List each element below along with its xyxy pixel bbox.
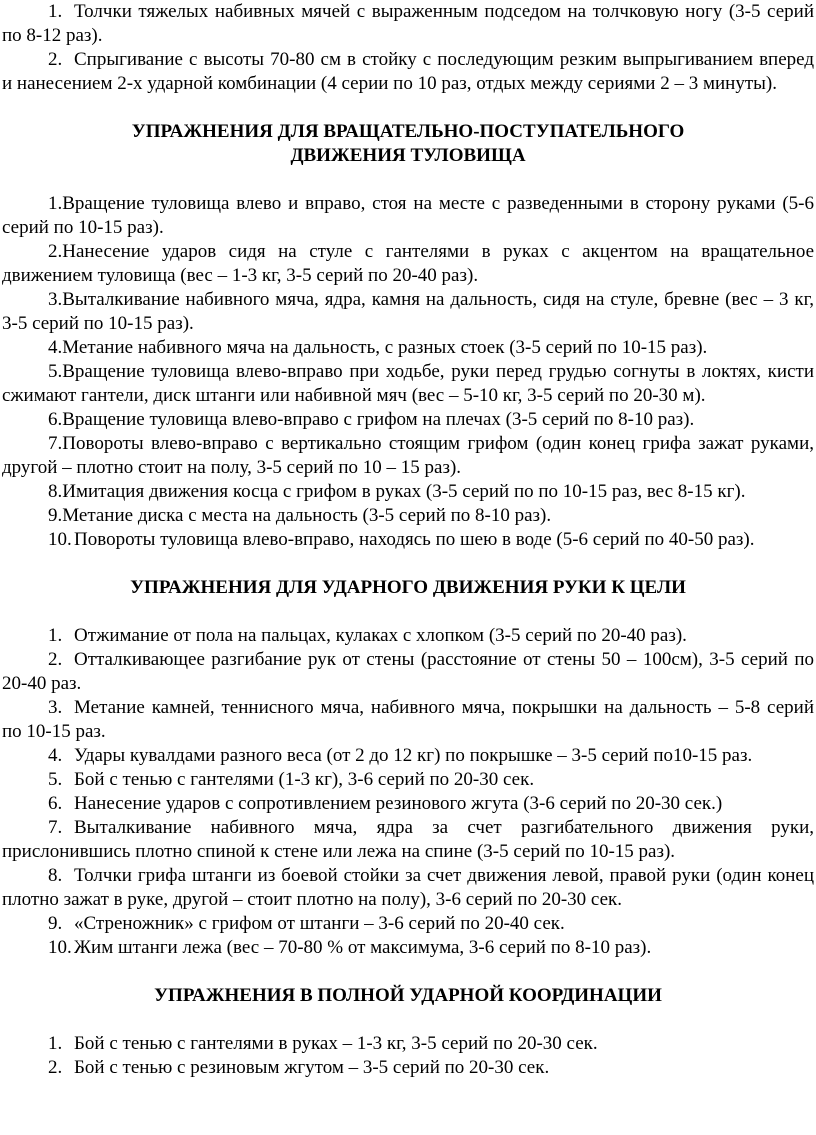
list-item — [2, 768, 814, 792]
item-number: 6. — [48, 409, 63, 430]
item-number: 6. — [48, 793, 63, 814]
item-text: Имитация движения косца с грифом в руках (3-5 серий по по 10-15 раз, вес 8-15 кг). — [62, 481, 746, 502]
item-number: 1. — [48, 1033, 63, 1054]
item-number: 9. — [48, 913, 63, 934]
list-item — [2, 864, 814, 912]
list-item — [2, 288, 814, 336]
item-number: 3. — [48, 697, 63, 718]
item-text: Повороты влево-вправо с вертикально стоящим грифом (один конец грифа зажат руками, другой – плотно стоит на полу, 3-5 серий по 10 – 15 раз). — [2, 433, 814, 478]
item-text: Бой с тенью с гантелями (1-3 кг), 3-6 серий по 20-30 сек. — [74, 769, 535, 790]
item-number: 10. — [48, 937, 72, 958]
item-number: 5. — [48, 361, 63, 382]
list-item — [2, 792, 814, 816]
item-number: 9. — [48, 505, 63, 526]
item-text: Вращение туловища влево и вправо, стоя на месте с разведенными в сторону руками (5-6 серий по 10-15 раз). — [2, 193, 814, 238]
list-item — [2, 936, 814, 960]
section-heading: УПРАЖНЕНИЯ ДЛЯ ВРАЩАТЕЛЬНО-ПОСТУПАТЕЛЬНОГО — [131, 121, 685, 142]
list-item — [2, 192, 814, 240]
item-text: Выталкивание набивного мяча, ядра, камня на дальность, сидя на стуле, бревне (вес – 3 кг, 3-5 серий по 10-15 раз). — [2, 289, 814, 334]
item-number: 2. — [48, 49, 63, 70]
item-number: 8. — [48, 481, 63, 502]
item-text: Спрыгивание с высоты 70-80 см в стойку с последующим резким выпрыгиванием вперед и нанесением 2-х ударной комбинации (4 серии по 10 раз, отдых между сериями 2 – 3 минуты). — [2, 49, 814, 94]
section-heading: УПРАЖНЕНИЯ В ПОЛНОЙ УДАРНОЙ КООРДИНАЦИИ — [154, 985, 662, 1006]
list-item — [2, 816, 814, 864]
section-heading-line2: ДВИЖЕНИЯ ТУЛОВИЩА — [290, 145, 526, 166]
item-number: 7. — [48, 817, 63, 838]
item-text: Отжимание от пола на пальцах, кулаках с хлопком (3-5 серий по 20-40 раз). — [74, 625, 687, 646]
list-item — [2, 480, 814, 504]
list-item — [2, 0, 814, 48]
section-rotational — [2, 120, 814, 552]
section-full-coordination — [2, 984, 814, 1080]
list-item — [2, 624, 814, 648]
item-text: Бой с тенью с гантелями в руках – 1-3 кг, 3-5 серий по 20-30 сек. — [74, 1033, 598, 1054]
list-item — [2, 48, 814, 96]
list-item — [2, 432, 814, 480]
item-text: Толчки грифа штанги из боевой стойки за счет движения левой, правой руки (один конец плотно зажат в руке, другой – стоит плотно на полу), 3-6 серий по 20-30 сек. — [2, 865, 814, 910]
item-number: 2. — [48, 649, 63, 670]
item-text: «Стреножник» с грифом от штанги – 3-6 серий по 20-40 сек. — [74, 913, 565, 934]
item-text: Метание набивного мяча на дальность, с разных стоек (3-5 серий по 10-15 раз). — [62, 337, 708, 358]
list-item — [2, 504, 814, 528]
item-text: Вращение туловища влево-вправо с грифом на плечах (3-5 серий по 8-10 раз). — [62, 409, 695, 430]
item-number: 2. — [48, 1057, 63, 1078]
list-item — [2, 528, 814, 552]
item-number: 1. — [48, 193, 63, 214]
item-text: Выталкивание набивного мяча, ядра за счет разгибательного движения руки, прислонившись плотно спиной к стене или лежа на спине (3-5 серий по 10-15 раз). — [2, 817, 814, 862]
item-text: Жим штанги лежа (вес – 70-80 % от максимума, 3-6 серий по 8-10 раз). — [74, 937, 652, 958]
list-item — [2, 1056, 814, 1080]
item-text: Нанесение ударов сидя на стуле с гантелями в руках с акцентом на вращательное движением туловища (вес – 1-3 кг, 3-5 серий по 20-40 раз). — [2, 241, 814, 286]
list-item — [2, 696, 814, 744]
list-item — [2, 648, 814, 696]
item-number: 5. — [48, 769, 63, 790]
item-text: Метание камней, теннисного мяча, набивного мяча, покрышки на дальность – 5-8 серий по 10-15 раз. — [2, 697, 814, 742]
item-text: Толчки тяжелых набивных мячей с выраженным подседом на толчковую ногу (3-5 серий по 8-12 раз). — [2, 1, 814, 46]
item-number: 2. — [48, 241, 63, 262]
item-number: 1. — [48, 1, 63, 22]
list-item — [2, 912, 814, 936]
list-item — [2, 336, 814, 360]
item-text: Удары кувалдами разного веса (от 2 до 12 кг) по покрышке – 3-5 серий по10-15 раз. — [74, 745, 753, 766]
list-item — [2, 360, 814, 408]
item-number: 4. — [48, 745, 63, 766]
item-text: Повороты туловища влево-вправо, находясь по шею в воде (5-6 серий по 40-50 раз). — [74, 529, 755, 550]
item-text: Метание диска с места на дальность (3-5 серий по 8-10 раз). — [62, 505, 552, 526]
item-number: 4. — [48, 337, 63, 358]
item-number: 1. — [48, 625, 63, 646]
item-number: 7. — [48, 433, 63, 454]
list-item — [2, 408, 814, 432]
intro-list — [2, 0, 814, 96]
item-number: 10. — [48, 529, 72, 550]
list-item — [2, 240, 814, 288]
item-number: 8. — [48, 865, 63, 886]
section-heading: УПРАЖНЕНИЯ ДЛЯ УДАРНОГО ДВИЖЕНИЯ РУКИ К ЦЕЛИ — [130, 577, 686, 598]
list-item — [2, 1032, 814, 1056]
item-text: Вращение туловища влево-вправо при ходьбе, руки перед грудью согнуты в локтях, кисти сжимают гантели, диск штанги или набивной мяч (вес – 5-10 кг, 3-5 серий по 20-30 м). — [2, 361, 814, 406]
item-number: 3. — [48, 289, 63, 310]
item-text: Нанесение ударов с сопротивлением резинового жгута (3-6 серий по 20-30 сек.) — [74, 793, 723, 814]
section-arm-strike — [2, 576, 814, 960]
item-text: Отталкивающее разгибание рук от стены (расстояние от стены 50 – 100см), 3-5 серий по 20-40 раз. — [2, 649, 814, 694]
item-text: Бой с тенью с резиновым жгутом – 3-5 серий по 20-30 сек. — [74, 1057, 550, 1078]
list-item — [2, 744, 814, 768]
